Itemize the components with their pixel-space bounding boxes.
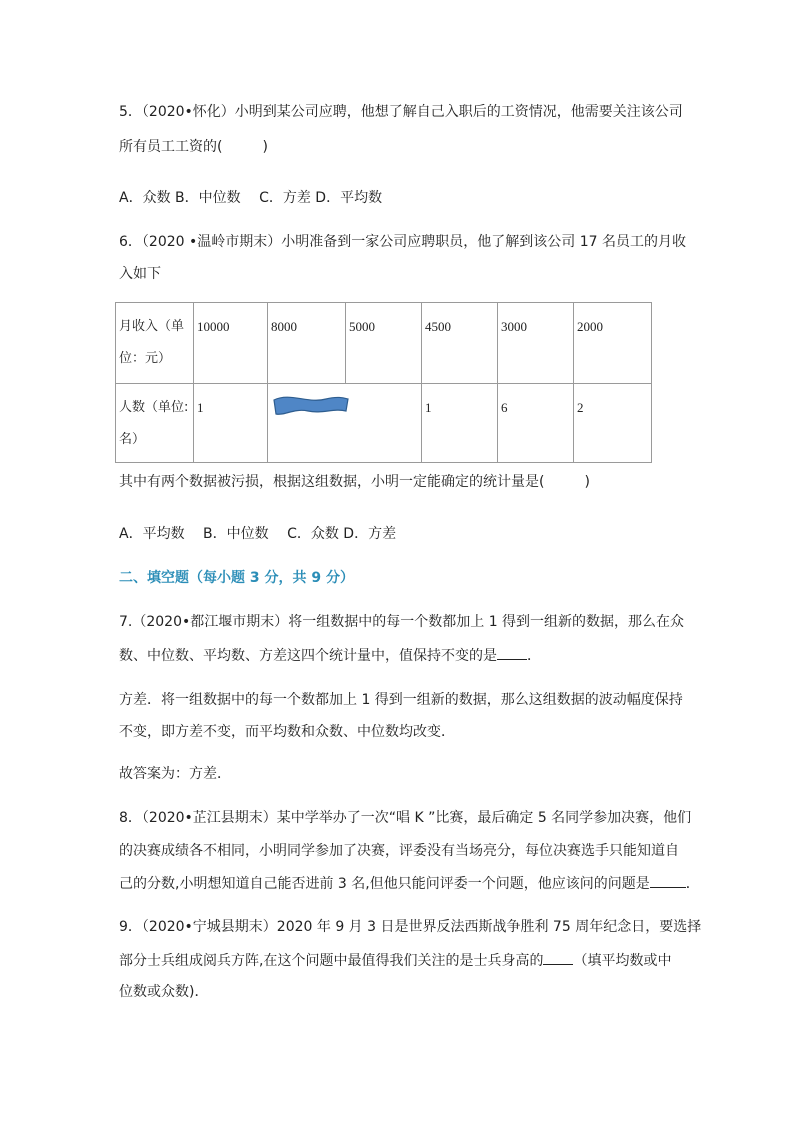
income-table (115, 302, 652, 463)
ink-stain-icon (268, 384, 420, 454)
table-cell: 6 (498, 384, 574, 463)
q7-line2-end: ． (527, 648, 541, 664)
q8-line2: 的决赛成绩各不相同，小明同学参加了决赛，评委没有当场亮分，每位决赛选手只能知道自 (119, 843, 679, 859)
table-cell: 8000 (268, 303, 346, 384)
q5-line2 (119, 137, 268, 157)
table-cell-stained (268, 384, 422, 463)
q7-answer-line1: 方差．将一组数据中的每一个数都加上 1 得到一组新的数据，那么这组数据的波动幅度保持 (119, 692, 683, 708)
q8-line3-end: ． (685, 876, 700, 892)
q6-line1: 6．（2020 •温岭市期末）小明准备到一家公司应聘职员，他了解到该公司 17 名员工的月收 (119, 234, 686, 250)
header-income-line2: 位：元） (119, 351, 172, 366)
header-count-line2: 名） (119, 432, 146, 447)
q8-line1: 8．（2020•芷江县期末）某中学举办了一次“唱 K ”比赛，最后确定 5 名同学参加决赛，他们 (119, 810, 692, 826)
table-row-count (116, 384, 652, 463)
table-row-income (116, 303, 652, 384)
q7-answer-line3: 故答案为：方差． (119, 766, 231, 782)
table-cell: 5000 (346, 303, 422, 384)
answer-blank (543, 950, 573, 965)
q9-line2-text: 部分士兵组成阅兵方阵,在这个问题中最值得我们关注的是士兵身高的 (119, 953, 544, 969)
q7-line2-text: 数、中位数、平均数、方差这四个统计量中，值保持不变的是 (119, 648, 497, 664)
q5-options: A．众数 B．中位数 C．方差 D．平均数 (119, 190, 383, 206)
q7-answer-line2: 不变，即方差不变，而平均数和众数、中位数均改变． (119, 724, 455, 740)
q7-line2 (119, 645, 541, 666)
q6-after-close: ) (584, 474, 590, 490)
q9-line1: 9．（2020•宁城县期末）2020 年 9 月 3 日是世界反法西斯战争胜利 75 周年纪念日，要选择 (119, 919, 702, 935)
q6-line2: 入如下 (119, 266, 161, 282)
header-count-line1: 人数（单位: (119, 400, 189, 415)
q9-line2-end: （填平均数或中 (573, 953, 672, 969)
table-header-count (116, 384, 194, 463)
q5-line1: 5．（2020•怀化）小明到某公司应聘，他想了解自己入职后的工资情况，他需要关注该公司 (119, 104, 683, 120)
header-income-line1: 月收入（单 (119, 319, 185, 334)
q6-after-text: 其中有两个数据被污损，根据这组数据，小明一定能确定的统计量是( (119, 474, 545, 490)
table-header-income (116, 303, 194, 384)
answer-blank (497, 645, 527, 660)
table-cell: 2 (574, 384, 652, 463)
q9-line3: 位数或众数)． (119, 984, 209, 1000)
q6-after (119, 472, 590, 492)
q8-line3 (119, 873, 700, 894)
table-cell: 4500 (422, 303, 498, 384)
table-cell: 10000 (194, 303, 268, 384)
table-cell: 3000 (498, 303, 574, 384)
q8-line3-text: 己的分数,小明想知道自己能否进前 3 名,但他只能问评委一个问题，他应该问的问题是 (119, 876, 650, 892)
q6-options: A．平均数 B．中位数 C．众数 D．方差 (119, 526, 397, 542)
q9-line2 (119, 950, 671, 971)
q5-line2-close: ) (262, 139, 268, 155)
q7-line1: 7.（2020•都江堰市期末）将一组数据中的每一个数都加上 1 得到一组新的数据，那么在众 (119, 614, 685, 630)
table-cell: 2000 (574, 303, 652, 384)
table-cell: 1 (194, 384, 268, 463)
answer-blank (650, 873, 686, 888)
table-cell: 1 (422, 384, 498, 463)
q5-line2-text: 所有员工工资的( (119, 139, 223, 155)
section-heading: 二、填空题（每小题 3 分，共 9 分） (119, 570, 354, 586)
